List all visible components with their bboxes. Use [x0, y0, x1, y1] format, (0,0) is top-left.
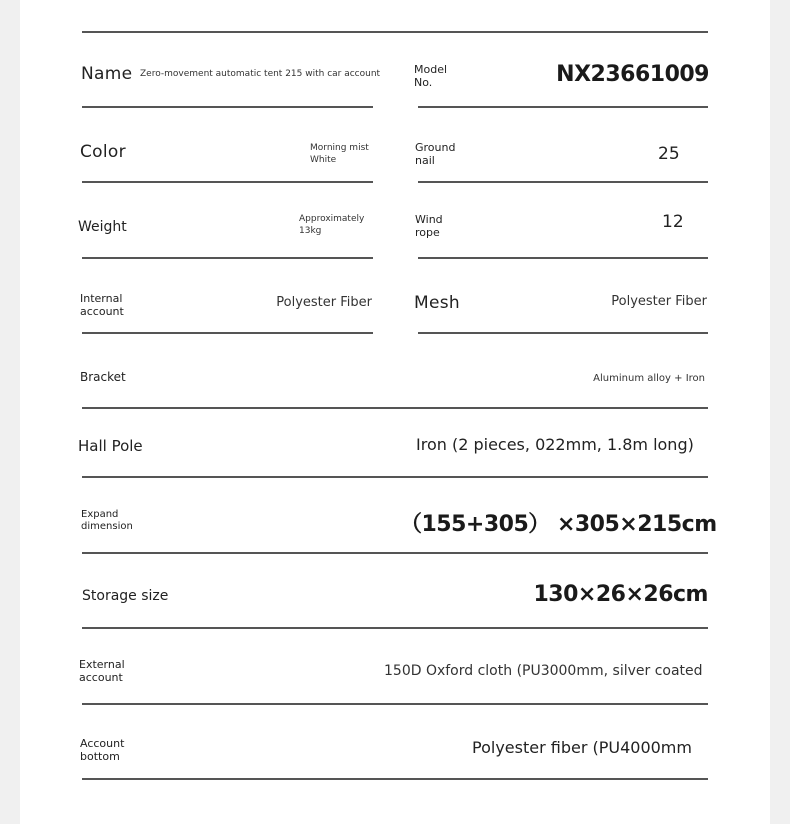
internal-account-value: Polyester Fiber [276, 295, 372, 310]
bracket-value: Aluminum alloy + Iron [593, 373, 705, 384]
divider-bottom [82, 778, 708, 780]
internal-account-label-line2: account [80, 305, 124, 318]
divider-ground-nail [418, 181, 708, 183]
color-value-line1: Morning mist [310, 143, 369, 153]
ground-nail-label [415, 141, 455, 167]
weight-value-line1: Approximately [299, 214, 365, 224]
ground-nail-label-line2: nail [415, 154, 435, 167]
ground-nail-value: 25 [658, 144, 680, 164]
external-account-value-viewport [384, 660, 710, 682]
storage-size-value: 130×26×26cm [533, 582, 708, 607]
divider-weight [82, 257, 373, 259]
weight-label: Weight [78, 219, 127, 235]
name-label: Name [81, 64, 133, 84]
model-number-value: NX23661009 [556, 62, 709, 87]
weight-value-line2: 13kg [299, 226, 322, 236]
model-label-line1: Model [414, 63, 448, 76]
divider-top [82, 31, 708, 33]
wind-rope-label [415, 213, 443, 239]
model-label [414, 63, 447, 89]
account-bottom-label [80, 737, 124, 763]
external-account-value: 150D Oxford cloth (PU3000mm, silver coated [384, 663, 703, 679]
account-bottom-label-line2: bottom [80, 750, 120, 763]
wind-rope-label-line1: Wind [415, 213, 443, 226]
expand-dimension-label [81, 509, 133, 533]
divider-name [82, 106, 373, 108]
storage-size-label: Storage size [82, 588, 169, 604]
divider-color [82, 181, 373, 183]
divider-model [418, 106, 708, 108]
model-label-line2: No. [414, 76, 433, 89]
divider-internal [82, 332, 373, 334]
internal-account-label-line1: Internal [80, 292, 123, 305]
external-account-label-line2: account [79, 671, 123, 684]
mesh-label: Mesh [414, 293, 460, 313]
color-value [310, 142, 369, 166]
weight-value [299, 213, 364, 237]
external-account-label-line1: External [79, 658, 125, 671]
wind-rope-value: 12 [662, 212, 684, 232]
name-value: Zero-movement automatic tent 215 with car account [140, 69, 381, 79]
expand-dimension-value: （155+305） ×305×215cm [400, 512, 717, 537]
ground-nail-label-line1: Ground [415, 141, 456, 154]
account-bottom-value: Polyester fiber (PU4000mm [472, 738, 692, 757]
external-account-label [79, 658, 125, 684]
internal-account-label [80, 292, 124, 318]
hall-pole-label: Hall Pole [78, 437, 143, 455]
spec-sheet [20, 0, 770, 824]
expand-dimension-label-line2: dimension [81, 521, 133, 532]
expand-dimension-label-line1: Expand [81, 509, 119, 520]
wind-rope-label-line2: rope [415, 226, 440, 239]
bracket-label: Bracket [80, 370, 126, 384]
color-value-line2: White [310, 155, 337, 165]
divider-expand [82, 552, 708, 554]
divider-wind-rope [418, 257, 708, 259]
account-bottom-label-line1: Account [80, 737, 125, 750]
divider-external [82, 703, 708, 705]
divider-bracket [82, 407, 708, 409]
mesh-value: Polyester Fiber [611, 294, 707, 309]
hall-pole-value: Iron (2 pieces, 022mm, 1.8m long) [416, 435, 694, 454]
divider-hall-pole [82, 476, 708, 478]
divider-mesh [418, 332, 708, 334]
divider-storage [82, 627, 708, 629]
color-label: Color [80, 142, 126, 162]
